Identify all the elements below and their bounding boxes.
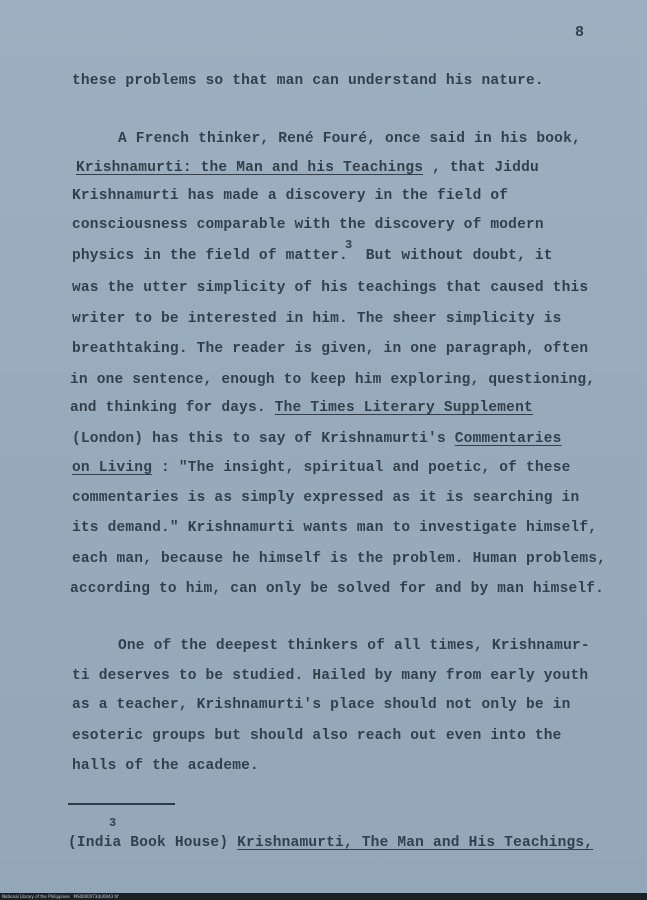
- line-segment: ti deserves to be studied. Hailed by many from early youth: [72, 668, 589, 684]
- line-segment: writer to be interested in him. The sheer simplicity is: [72, 311, 562, 327]
- footnote-text: [68, 835, 593, 851]
- underlined-title: The Times Literary Supplement: [274, 400, 533, 416]
- line-segment: consciousness comparable with the discovery of modern: [72, 217, 544, 233]
- line-segment: esoteric groups but should also reach out even into the: [72, 728, 562, 744]
- archive-footer: National Library of the Philippines MS0000073(b)0043 tif: [2, 894, 119, 899]
- text-line: [72, 460, 571, 476]
- text-line: [76, 160, 539, 176]
- text-line: [72, 551, 606, 567]
- line-segment: and thinking for days.: [70, 400, 275, 416]
- footnote-source: (India Book House): [68, 835, 238, 851]
- line-segment: according to him, can only be solved for and by man himself.: [70, 581, 605, 597]
- line-segment: A French thinker, René Fouré, once said in his book,: [118, 131, 581, 147]
- text-line: [72, 431, 562, 447]
- line-segment: commentaries is as simply expressed as it is searching in: [72, 490, 580, 506]
- line-segment: (London) has this to say of Krishnamurti's: [72, 431, 455, 447]
- text-line: [70, 581, 604, 597]
- text-line: [72, 280, 588, 296]
- footnote-rule: [68, 803, 175, 805]
- text-line: [72, 217, 544, 233]
- line-segment: physics in the field of matter.: [72, 248, 348, 264]
- line-segment: But without doubt, it: [347, 248, 553, 264]
- line-segment: each man, because he himself is the problem. Human problems,: [72, 551, 607, 567]
- line-segment: breathtaking. The reader is given, in one paragraph, often: [72, 341, 589, 357]
- text-line: [72, 728, 562, 744]
- line-segment: these problems so that man can understand his nature.: [72, 73, 544, 89]
- text-line: [72, 73, 544, 89]
- text-line: [118, 638, 590, 654]
- underlined-title: on Living: [72, 460, 153, 476]
- line-segment: Krishnamurti has made a discovery in the field of: [72, 188, 509, 204]
- line-segment: : "The insight, spiritual and poetic, of these: [152, 460, 571, 476]
- text-line: [72, 758, 259, 774]
- text-line: [72, 248, 553, 264]
- footnote-title: Krishnamurti, The Man and His Teachings,: [237, 835, 594, 851]
- underlined-title: Krishnamurti: the Man and his Teachings: [76, 160, 424, 176]
- page-number: 8: [575, 24, 585, 41]
- text-line: [72, 188, 508, 204]
- text-line: [70, 372, 595, 388]
- line-segment: , that Jiddu: [423, 160, 539, 176]
- text-line: [72, 697, 570, 713]
- line-segment: halls of the academe.: [72, 758, 259, 774]
- text-line: [118, 131, 581, 147]
- text-line: [72, 668, 588, 684]
- line-segment: was the utter simplicity of his teachings that caused this: [72, 280, 589, 296]
- line-segment: One of the deepest thinkers of all times, Krishnamur-: [118, 638, 590, 654]
- line-segment: in one sentence, enough to keep him exploring, questioning,: [70, 372, 596, 388]
- line-segment: as a teacher, Krishnamurti's place should not only be in: [72, 697, 571, 713]
- underlined-title: Commentaries: [454, 431, 562, 447]
- footnote-reference: 3: [345, 238, 353, 252]
- text-line: [72, 311, 562, 327]
- text-line: [72, 490, 579, 506]
- text-line: [70, 400, 533, 416]
- footnote-marker: 3: [109, 816, 117, 830]
- text-line: [72, 341, 588, 357]
- text-line: [72, 520, 597, 536]
- line-segment: its demand." Krishnamurti wants man to investigate himself,: [72, 520, 598, 536]
